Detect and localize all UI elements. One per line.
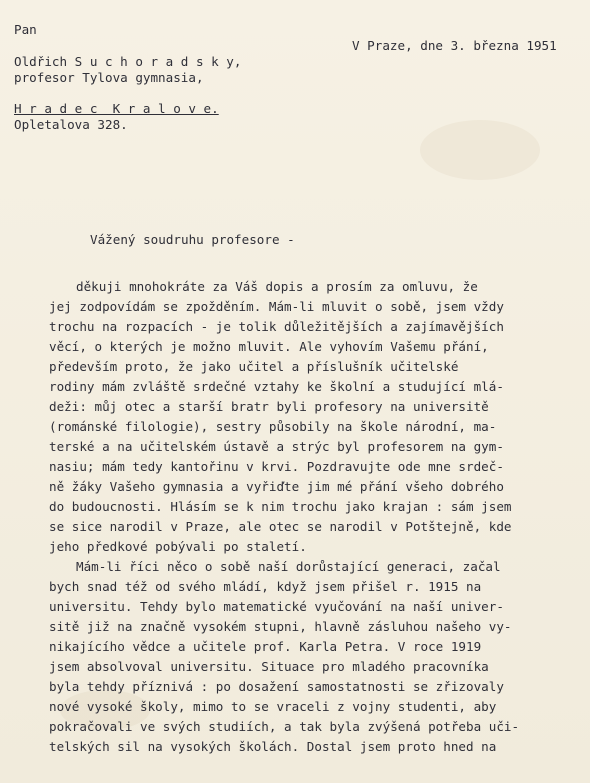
recipient-position: profesor Tylova gymnasia, [14, 70, 204, 85]
body-line: pokračovali ve svých studiích, a tak byla zvýšená potřeba uči- [49, 719, 520, 734]
body-line: sitě již na značně vysokém stupni, hlavně zásluhou našeho vy- [49, 619, 512, 634]
paper-stain [420, 120, 540, 180]
recipient-name: Oldřich S u c h o r a d s k y, [14, 54, 242, 69]
body-line: jsem absolvoval universitu. Situace pro mladého pracovníka [49, 659, 489, 674]
recipient-salutation: Pan [14, 22, 37, 37]
body-line: (románské filologie), sestry působily na škole národní, ma- [49, 419, 497, 434]
body-line: rodiny mám zvláště srdečné vztahy ke školní a studující mlá- [49, 379, 504, 394]
body-line: nasiu; mám tedy kantořinu v krvi. Pozdravujte ode mne srdeč- [49, 459, 504, 474]
body-line: universitu. Tehdy bylo matematické vyučování na naší univer- [49, 599, 504, 614]
body-line: ně žáky Vašeho gymnasia a vyřiďte jim mé přání všeho dobrého [49, 479, 504, 494]
place-date: V Praze, dne 3. března 1951 [352, 38, 557, 53]
recipient-city: H r a d e c K r a l o v e. [14, 101, 219, 116]
body-line: jeho předkové pobývali po staletí. [49, 539, 307, 554]
body-line: se sice narodil v Praze, ale otec se narodil v Potštejně, kde [49, 519, 512, 534]
body-line: děkuji mnohokráte za Váš dopis a prosím za omluvu, že [76, 279, 478, 294]
body-line: především proto, že jako učitel a příslušník učitelské [49, 359, 459, 374]
recipient-street: Opletalova 328. [14, 117, 128, 132]
body-line: trochu na rozpacích - je tolik důležitějších a zajímavějších [49, 319, 504, 334]
body-line: bych snad též od svého mládí, když jsem přišel r. 1915 na [49, 579, 482, 594]
body-line: nikajícího vědce a učitele prof. Karla Petra. V roce 1919 [49, 639, 482, 654]
body-line: nové vysoké školy, mimo to se vraceli z vojny studenti, aby [49, 699, 497, 714]
body-line: do budoucnosti. Hlásím se k nim trochu jako krajan : sám jsem [49, 499, 512, 514]
body-line: terské a na učitelském ústavě a strýc byl profesorem na gym- [49, 439, 504, 454]
body-line: Mám-li říci něco o sobě naší dorůstající generaci, začal [76, 559, 501, 574]
body-line: byla tehdy příznivá : po dosažení samostatnosti se zřizovaly [49, 679, 504, 694]
body-line: telských sil na vysokých školách. Dostal jsem proto hned na [49, 739, 497, 754]
body-line: věcí, o kterých je možno mluvit. Ale vyhovím Vašemu přání, [49, 339, 489, 354]
greeting: Vážený soudruhu profesore - [90, 232, 295, 247]
body-line: deži: můj otec a starší bratr byli profesory na universitě [49, 399, 489, 414]
body-line: jej zodpovídám se zpožděním. Mám-li mluvit o sobě, jsem vždy [49, 299, 504, 314]
